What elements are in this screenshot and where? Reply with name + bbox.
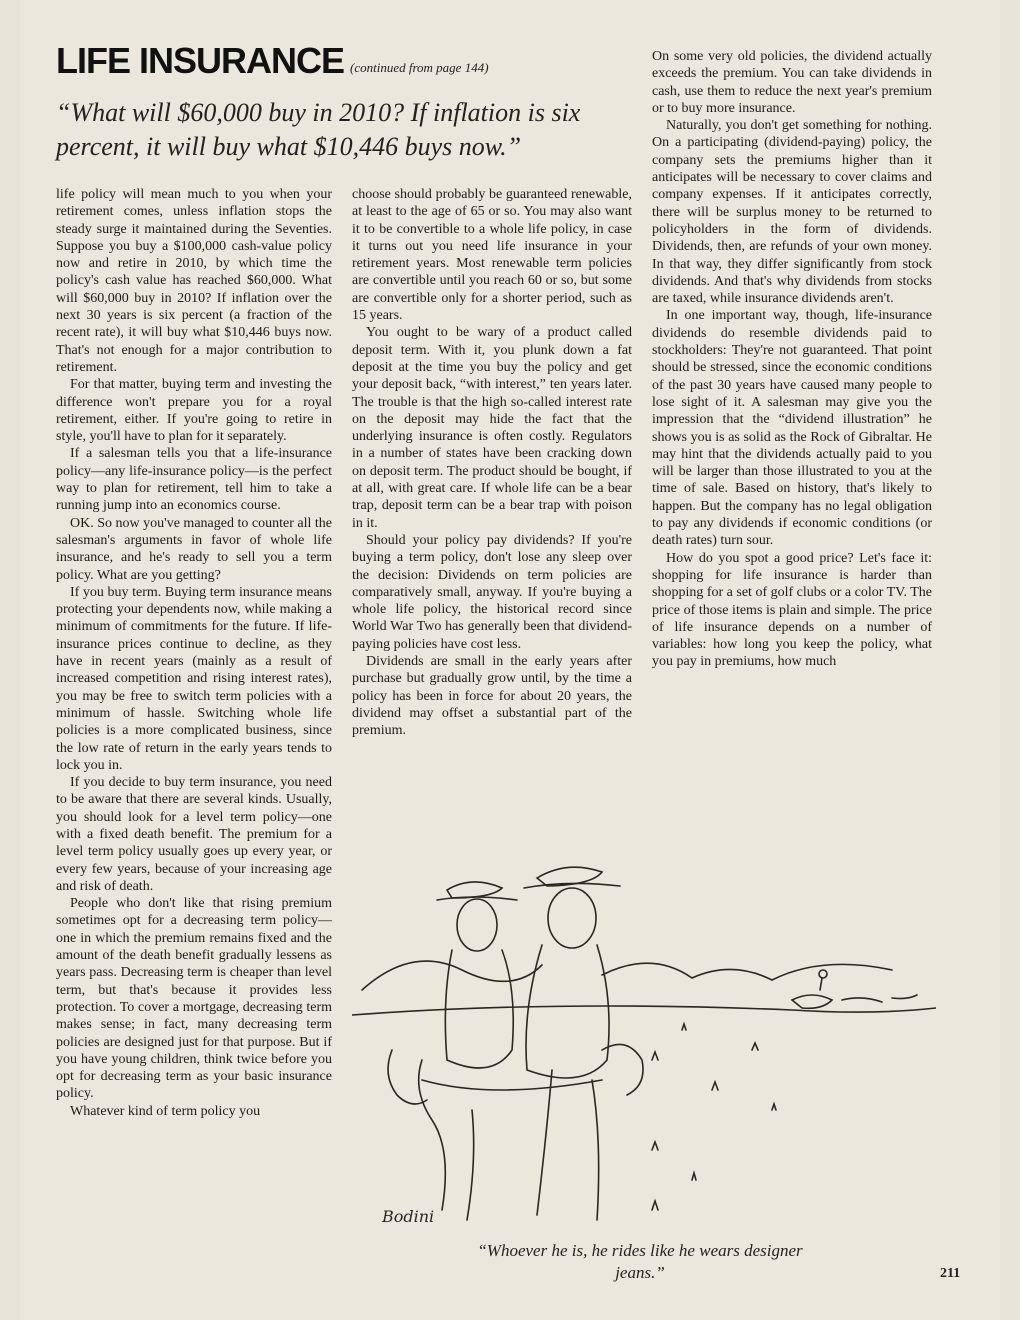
hat-shape: [447, 882, 502, 898]
paragraph: Should your policy pay dividends? If you're buying a term policy, don't lose any sleep over the decision: Dividends on term policies are comparatively small, anyway. If you're buying a whole life policy, the historical record since World War Two has generally been that dividend-paying policies have cost less.: [352, 532, 632, 652]
cowboy-head: [548, 888, 596, 948]
paragraph: If you decide to buy term insurance, you need to be aware that there are several kinds. Usually, you should look for a level term policy—one with a fixed death benefit. The premium for a level term policy usually goes up every year, or every few years, because of your increasing age and risk of death.: [56, 775, 332, 894]
paragraph: choose should probably be guaranteed renewable, at least to the age of 65 or so. You may also want it to be convertible to a whole life policy, in case it turns out you need life insurance in your retirement years. Most renewable term policies are convertible until you reach 60 or so, but some are convertible only for a shorter period, such as 15 years.: [352, 187, 632, 324]
paragraph: If you buy term. Buying term insurance means protecting your dependents now, while making a minimum of commitments for the future. If life-insurance prices continue to decline, as they have in recent years (mainly as a result of increased competition and rising interest rates), you may be free to switch term policies with a minimum of hassle. Switching whole life policies is a more complicated business, since the low rate of return in the early years tends to lock you in.: [56, 584, 332, 773]
horse-body: [422, 1080, 602, 1090]
paragraph: Whatever kind of term policy you: [70, 1103, 261, 1119]
paragraph: For that matter, buying term and investing the difference won't prepare you for a royal retirement, either. If you're going to retire in style, you'll have to plan for it separately.: [56, 377, 332, 445]
distant-rider: [820, 978, 822, 990]
cartoon-illustration: [352, 850, 936, 1240]
mountain-line: [772, 964, 892, 980]
text-column-3: [652, 48, 932, 671]
text-column-2: [352, 186, 632, 740]
paragraph: life policy will mean much to you when your retirement comes, unless inflation stops the steady surge it maintained during the Seventies. Suppose you buy a $100,000 cash-value policy now and retire in 2010, by which time the policy's cash value has reached $60,000. What will $60,000 buy in 2010? If inflation over the next 30 years is six percent (a fraction of the recent rate), it will buy what $10,446 buys now. That's not enough for a major contribution to retirement.: [56, 187, 332, 375]
paragraph: On some very old policies, the dividend actually exceeds the premium. You can take dividends in cash, use them to reduce the next year's premium or to buy more insurance.: [652, 49, 932, 116]
paragraph: You ought to be wary of a product called deposit term. With it, you plunk down a fat deposit at the time you buy the policy and get your deposit back, “with interest,” ten years later. The trouble is that the high so-called interest rate on the deposit may hide the fact that the underlying insurance is often costly. Regulators in a number of states have been cracking down on deposit term. The product should be bought, if at all, with great care. If whole life can be a bear trap, deposit term can be a bear trap with poison in it.: [352, 325, 632, 531]
pull-quote: “What will $60,000 buy in 2010? If inflation is six percent, it will buy what $10,446 buys now.”: [56, 98, 581, 161]
mountain-line: [602, 963, 772, 980]
paragraph: How do you spot a good price? Let's face it: shopping for life insurance is harder than shopping for a set of golf clubs or a color TV. The price of those items is plain and simple. The price of life insurance depends on a number of variables: how long you keep the policy, what you pay in premiums, how much: [652, 550, 932, 670]
grass-tufts: [652, 1024, 776, 1210]
horse-leg: [419, 1060, 474, 1220]
dust-trail: [842, 995, 917, 1002]
distant-horse: [792, 995, 832, 1008]
article-title: LIFE INSURANCE: [56, 40, 345, 81]
paragraph: Dividends are small in the early years after purchase but gradually grow until, by the time a policy has been in force for about 20 years, the dividend may offset a substantial part of the premium.: [352, 654, 632, 739]
text-column-1: [56, 186, 332, 1120]
page-number: 211: [940, 1266, 961, 1281]
paragraph: Naturally, you don't get something for nothing. On a participating (dividend-paying) policy, the company sets the premiums higher than it anticipates will be necessary to cover claims and company expenses. If it anticipates correctly, there will be surplus money to be returned to policyholders in the form of dividends. Dividends, then, are refunds of your own money. In that way, they differ significantly from stock dividends. And that's why dividends from stocks are taxed, while insurance dividends aren't.: [652, 118, 932, 307]
horse-leg: [537, 1070, 599, 1220]
paragraph: In one important way, though, life-insurance dividends do resemble dividends paid to stockholders: They're not guaranteed. That point should be stressed, since the economic conditions of the past 30 years have caused many people to lose sight of it. A salesman may give you the impression that the “dividend illustration” he shows you is as solid as the Rock of Gibraltar. He may hint that the dividends actually paid to you will be larger than those illustrated to you at the time of sale. Based on history, that's likely to happen. But the company has no legal obligation to pay any dividends if economic conditions (or death rates) turn sour.: [652, 308, 932, 549]
cowboy-head: [457, 899, 497, 951]
horizon-line: [352, 1006, 936, 1015]
cowboy-body: [526, 945, 609, 1078]
cowboys-drawing: [352, 850, 936, 1240]
cartoon-caption: “Whoever he is, he rides like he wears designer jeans.”: [477, 1241, 803, 1282]
continued-note: (continued from page 144): [350, 60, 489, 75]
artist-signature: Bodini: [382, 1207, 435, 1226]
paragraph: OK. So now you've managed to counter all the salesman's arguments in favor of whole life insurance, and he's ready to sell you a term policy. What are you getting?: [56, 515, 332, 583]
paragraph: People who don't like that rising premium sometimes opt for a decreasing term policy—one in which the premium remains fixed and the amount of the death benefit gradually lessens as years pass. Decreasing term is cheaper than level term, but that's because it provides less protection. To cover a mortgage, decreasing term makes sense; in fact, many decreasing term policies are designed just for that purpose. But if you have young children, think twice before you opt for decreasing term as your basic insurance policy.: [56, 896, 332, 1102]
paragraph: If a salesman tells you that a life-insurance policy—any life-insurance policy—is the perfect way to plan for retirement, tell him to take a running jump into an economics course.: [56, 446, 332, 514]
mountain-line: [362, 961, 542, 990]
